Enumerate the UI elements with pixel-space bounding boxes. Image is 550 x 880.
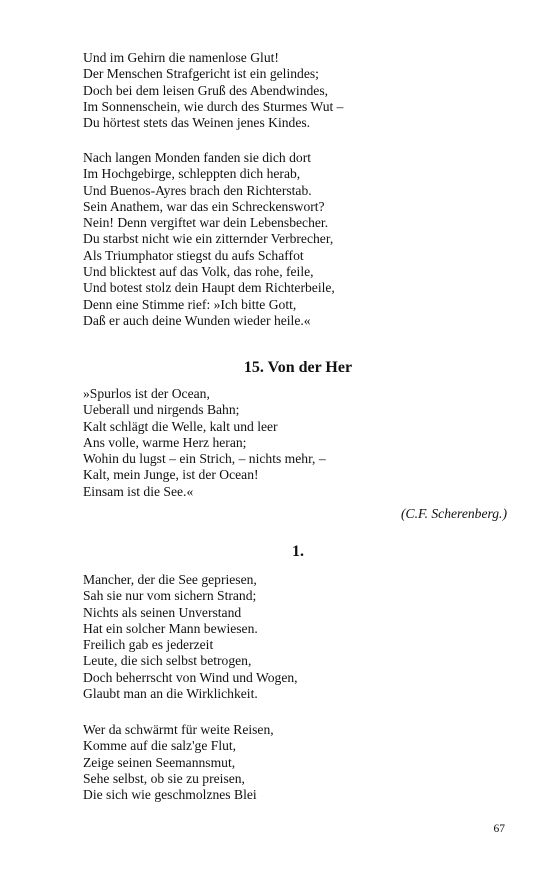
verse-line: Leute, die sich selbst betrogen, (83, 653, 252, 669)
verse-line: Zeige seinen Seemannsmut, (83, 754, 236, 770)
verse-line: Und Buenos-Ayres brach den Richterstab. (83, 182, 312, 198)
verse-line: Kalt schlägt die Welle, kalt und leer (83, 418, 278, 434)
stanza-intro-a (83, 50, 513, 131)
verse-line: Nach langen Monden fanden sie dich dort (83, 150, 312, 165)
verse-line: Nichts als seinen Unverstand (83, 604, 242, 620)
verse-line: Und blicktest auf das Volk, das rohe, feile, (83, 264, 314, 280)
verse-line: Einsam ist die See.« (83, 483, 194, 499)
verse-line: Doch bei dem leisen Gruß des Abendwindes, (83, 82, 329, 98)
verse-line: Ueberall und nirgends Bahn; (83, 402, 240, 418)
verse-line: Die sich wie geschmolznes Blei (83, 787, 257, 803)
verse-line: Denn eine Stimme rief: »Ich bitte Gott, (83, 296, 297, 312)
verse-line: Ans volle, warme Herz heran; (83, 434, 247, 450)
verse-line: Kalt, mein Junge, ist der Ocean! (83, 467, 259, 483)
verse-line: Wer da schwärmt für weite Reisen, (83, 722, 274, 737)
verse-line: Mancher, der die See gepriesen, (83, 572, 257, 587)
verse-line: Doch beherrscht von Wind und Wogen, (83, 669, 298, 685)
epigraph (83, 386, 513, 500)
section-heading: 15. Von der Her (243, 359, 353, 376)
verse-line: Du starbst nicht wie ein zitternder Verbrecher, (83, 231, 334, 247)
verse-line: Und im Gehirn die namenlose Glut! (83, 50, 279, 65)
verse-line: Der Menschen Strafgericht ist ein gelindes; (83, 66, 319, 82)
stanza-2 (83, 722, 513, 803)
epigraph-attribution: (C.F. Scherenberg.) (401, 506, 507, 521)
verse-line: Hat ein solcher Mann bewiesen. (83, 620, 258, 636)
verse-line: Du hörtest stets das Weinen jenes Kindes. (83, 115, 311, 131)
verse-line: Als Triumphator stiegst du aufs Schaffot (83, 247, 304, 263)
verse-line: Und botest stolz dein Haupt dem Richterbeile, (83, 280, 335, 296)
verse-line: Im Hochgebirge, schleppten dich herab, (83, 166, 301, 182)
verse-line: Daß er auch deine Wunden wieder heile.« (83, 312, 311, 328)
verse-line: Sein Anathem, war das ein Schreckenswort? (83, 198, 325, 214)
verse-line: Komme auf die salz'ge Flut, (83, 738, 237, 754)
verse-line: Nein! Denn vergiftet war dein Lebensbecher. (83, 215, 329, 231)
stanza-1 (83, 572, 513, 702)
verse-line: Freilich gab es jederzeit (83, 637, 214, 653)
stanza-intro-b (83, 150, 513, 329)
verse-line: Im Sonnenschein, wie durch des Sturmes Wut – (83, 98, 344, 114)
verse-line: Sehe selbst, ob sie zu preisen, (83, 770, 245, 786)
page-number: 67 (493, 823, 505, 835)
part-heading: 1. (292, 543, 304, 560)
verse-line: Glaubt man an die Wirklichkeit. (83, 686, 258, 702)
verse-line: Sah sie nur vom sichern Strand; (83, 588, 257, 604)
verse-line: Wohin du lugst – ein Strich, – nichts mehr, – (83, 451, 326, 467)
verse-line: »Spurlos ist der Ocean, (83, 386, 210, 401)
